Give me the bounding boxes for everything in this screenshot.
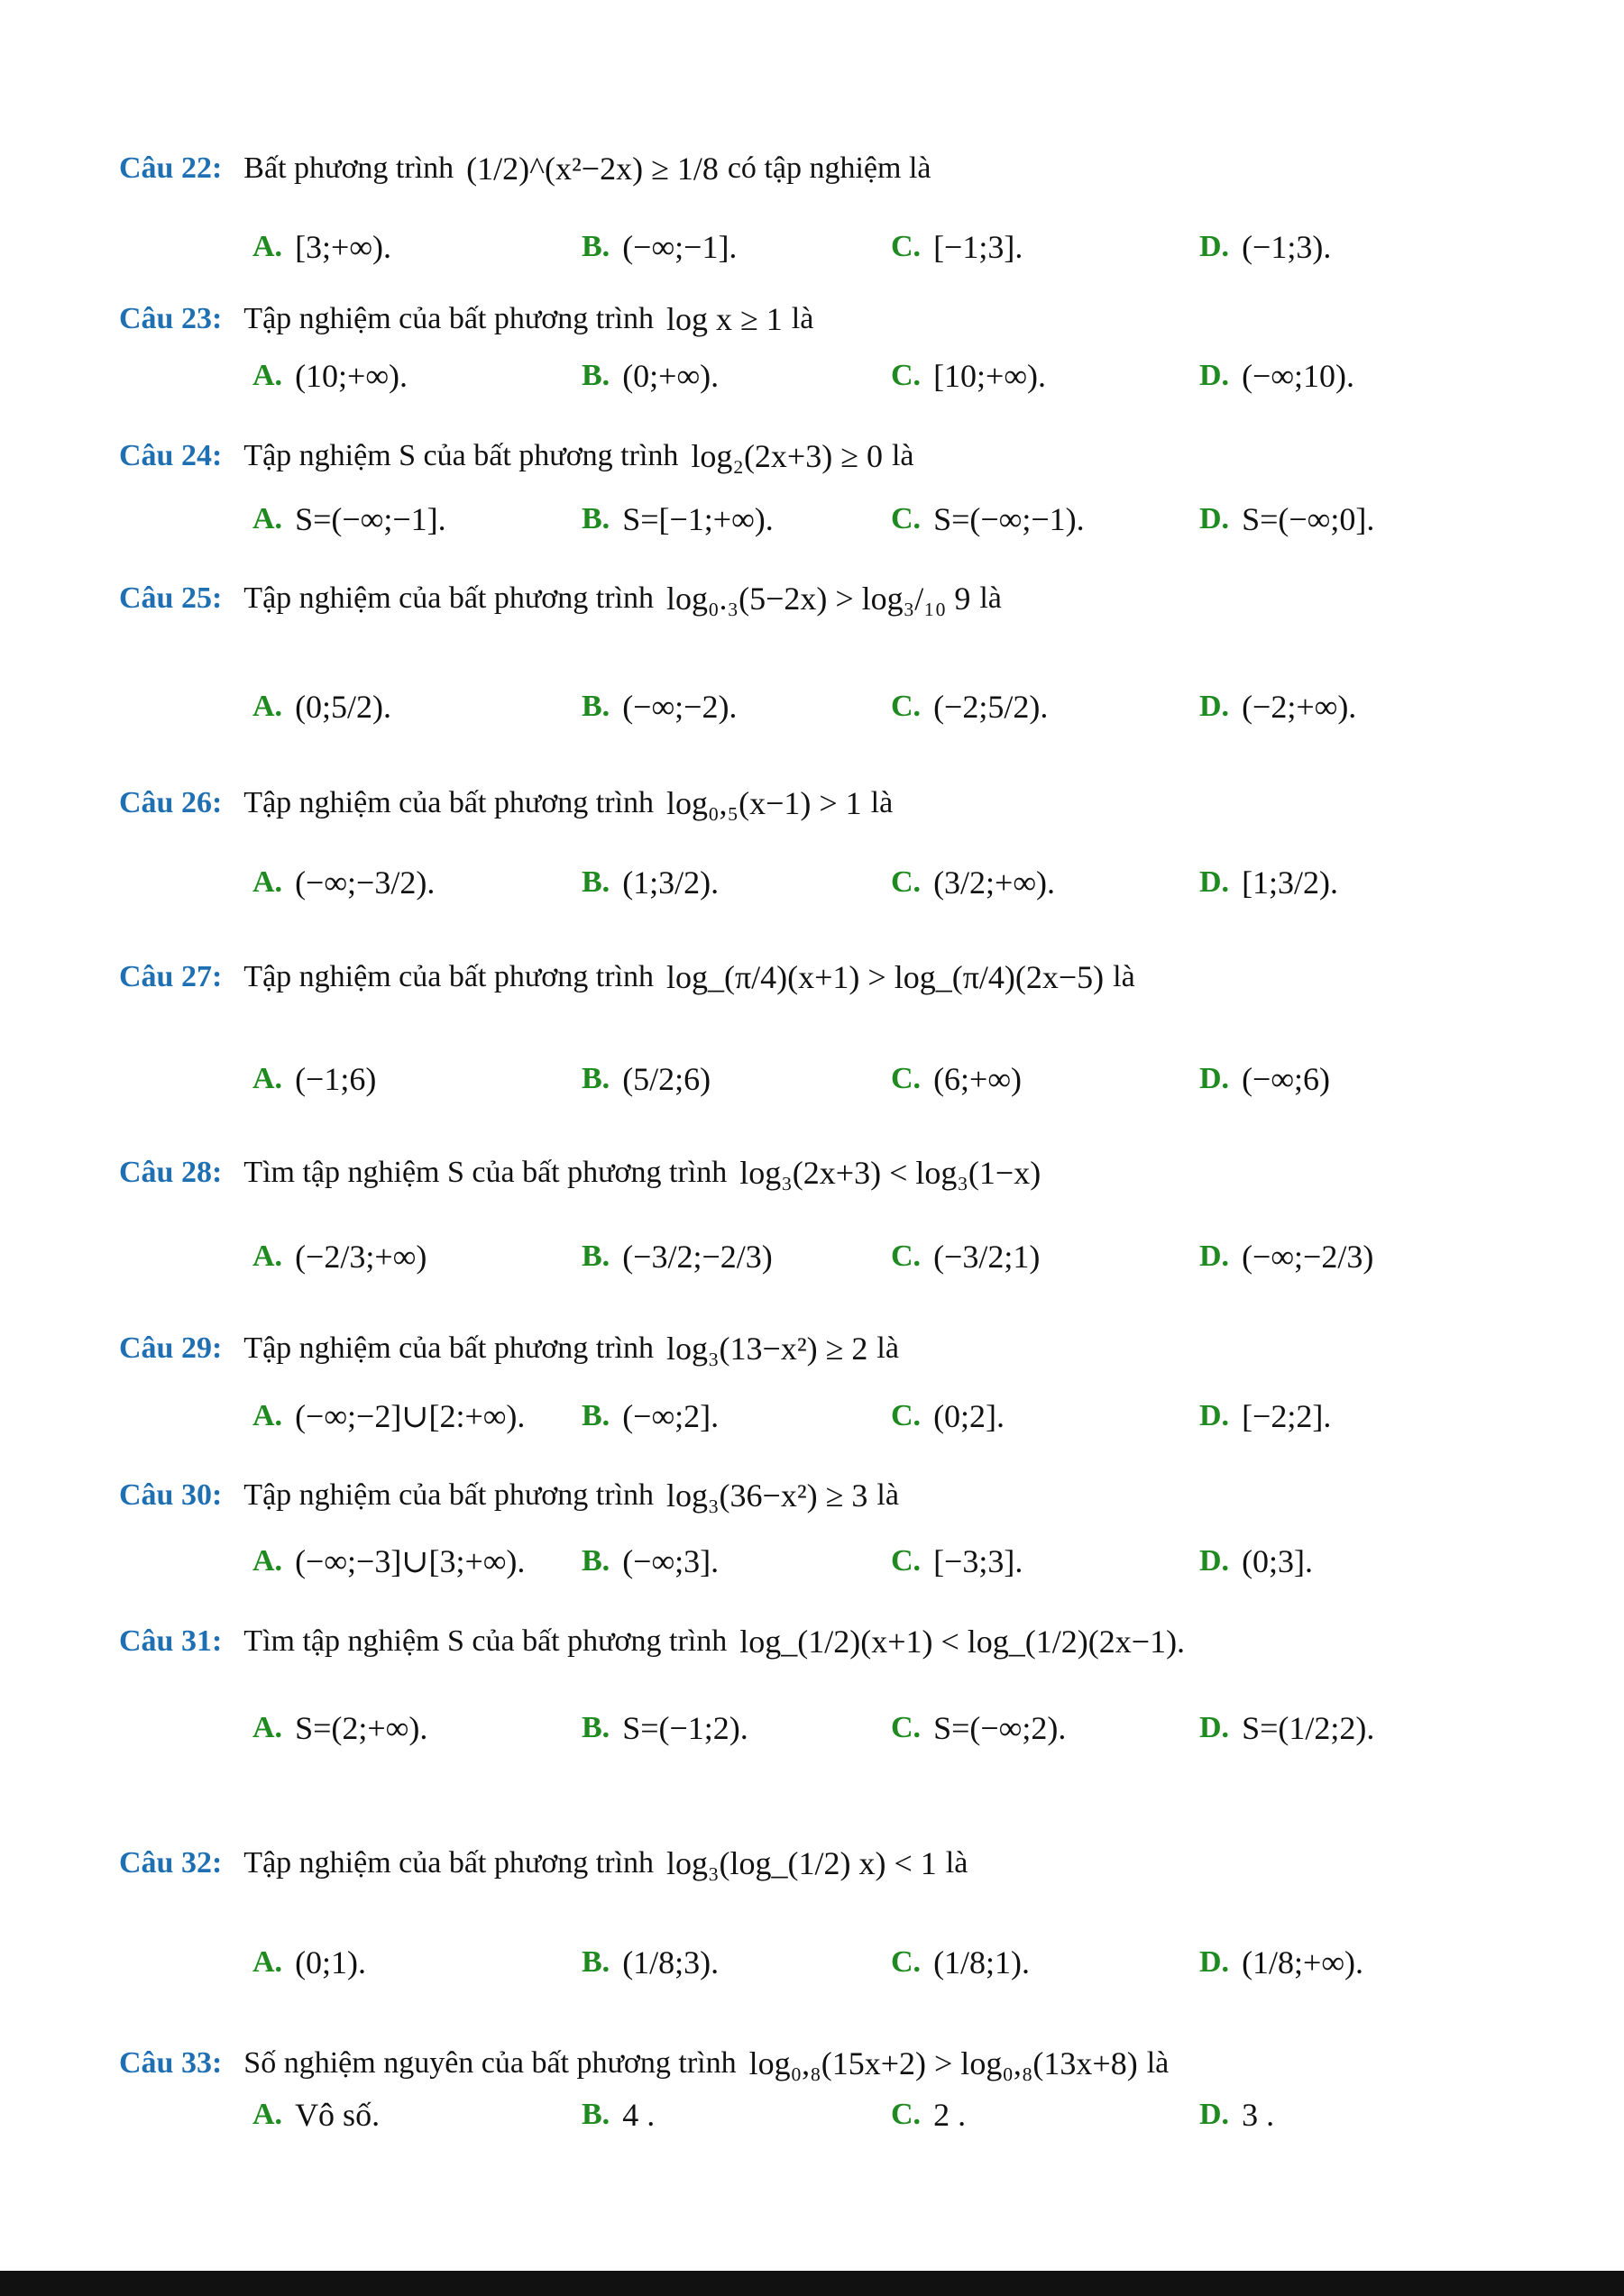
option-value: (1/8;3). bbox=[622, 1944, 720, 1980]
option-label: A. bbox=[252, 230, 283, 263]
question-header bbox=[119, 1477, 899, 1514]
answer-option[interactable] bbox=[252, 500, 446, 538]
option-label: A. bbox=[252, 1062, 283, 1095]
answer-option[interactable] bbox=[252, 688, 391, 726]
question-text: Tập nghiệm S của bất phương trình bbox=[243, 439, 679, 472]
question-tail: là bbox=[870, 786, 894, 819]
option-label: D. bbox=[1199, 1399, 1230, 1432]
question-label: Câu 26: bbox=[119, 786, 223, 819]
option-label: A. bbox=[252, 1544, 283, 1578]
question-label: Câu 33: bbox=[119, 2046, 223, 2080]
question-tail: có tập nghiệm là bbox=[727, 151, 931, 185]
option-label: B. bbox=[582, 865, 610, 899]
question-text: Tập nghiệm của bất phương trình bbox=[243, 581, 654, 615]
question-tail: là bbox=[1113, 960, 1135, 993]
option-label: B. bbox=[582, 502, 610, 535]
option-label: A. bbox=[252, 1711, 283, 1744]
question-header bbox=[119, 580, 1002, 617]
option-label: B. bbox=[582, 1711, 610, 1744]
question-header bbox=[119, 2044, 1169, 2082]
option-value: (−∞;−3]∪[3;+∞). bbox=[295, 1543, 526, 1579]
question-label: Câu 30: bbox=[119, 1478, 223, 1512]
option-value: (−1;6) bbox=[295, 1061, 377, 1097]
option-value: (−∞;6) bbox=[1242, 1061, 1331, 1097]
option-value: (−2;+∞). bbox=[1242, 689, 1357, 725]
answer-option[interactable] bbox=[582, 2096, 655, 2134]
answer-option[interactable] bbox=[891, 1709, 1066, 1747]
option-label: D. bbox=[1199, 1239, 1230, 1273]
question-label: Câu 29: bbox=[119, 1331, 223, 1365]
answer-option[interactable] bbox=[252, 864, 435, 901]
option-label: C. bbox=[891, 1711, 922, 1744]
answer-option[interactable] bbox=[891, 500, 1085, 538]
question-expression: log₃(36−x²) ≥ 3 bbox=[665, 1477, 868, 1514]
option-value: (1/8;+∞). bbox=[1242, 1944, 1364, 1980]
answer-option[interactable] bbox=[582, 688, 737, 726]
option-value: (−3/2;−2/3) bbox=[622, 1239, 773, 1275]
question-expression: log x ≥ 1 bbox=[665, 301, 783, 337]
question-expression: log₀,₈(15x+2) > log₀,₈(13x+8) bbox=[748, 2045, 1138, 2081]
question-expression: log₀,₅(x−1) > 1 bbox=[665, 785, 862, 821]
option-label: C. bbox=[891, 690, 922, 723]
answer-option[interactable] bbox=[1199, 228, 1331, 266]
option-value: Vô số. bbox=[295, 2097, 381, 2133]
answer-option[interactable] bbox=[1199, 1060, 1330, 1098]
option-label: B. bbox=[582, 359, 610, 392]
answer-option[interactable] bbox=[582, 1060, 711, 1098]
question-header bbox=[119, 784, 893, 822]
answer-option[interactable] bbox=[1199, 1944, 1363, 1981]
answer-option[interactable] bbox=[1199, 864, 1338, 901]
question-tail: là bbox=[891, 439, 914, 472]
answer-option[interactable] bbox=[582, 1709, 748, 1747]
option-label: A. bbox=[252, 1239, 283, 1273]
option-value: (1;3/2). bbox=[622, 864, 720, 901]
option-label: B. bbox=[582, 1544, 610, 1578]
question-label: Câu 25: bbox=[119, 581, 223, 615]
question-text: Tập nghiệm của bất phương trình bbox=[243, 1478, 654, 1512]
option-label: C. bbox=[891, 1239, 922, 1273]
answer-option[interactable] bbox=[1199, 2096, 1274, 2134]
option-label: B. bbox=[582, 2098, 610, 2131]
question-tail: là bbox=[979, 581, 1002, 615]
option-value: [10;+∞). bbox=[933, 358, 1047, 394]
question-text: Tập nghiệm của bất phương trình bbox=[243, 1846, 654, 1880]
option-label: D. bbox=[1199, 1945, 1230, 1979]
question-header bbox=[119, 300, 813, 338]
option-label: D. bbox=[1199, 865, 1230, 899]
answer-option[interactable] bbox=[891, 1238, 1040, 1276]
answer-option[interactable] bbox=[252, 1709, 427, 1747]
option-label: C. bbox=[891, 230, 922, 263]
option-label: C. bbox=[891, 2098, 922, 2131]
option-label: C. bbox=[891, 865, 922, 899]
option-value: 3 . bbox=[1242, 2097, 1275, 2133]
question-text: Bất phương trình bbox=[243, 151, 454, 185]
option-label: D. bbox=[1199, 502, 1230, 535]
option-label: C. bbox=[891, 1062, 922, 1095]
answer-option[interactable] bbox=[582, 1397, 719, 1435]
option-label: B. bbox=[582, 1062, 610, 1095]
option-value: (−∞;3]. bbox=[622, 1543, 720, 1579]
option-value: S=(1/2;2). bbox=[1242, 1710, 1375, 1746]
answer-option[interactable] bbox=[582, 357, 719, 395]
option-label: B. bbox=[582, 1399, 610, 1432]
question-expression: log₃(13−x²) ≥ 2 bbox=[665, 1331, 868, 1367]
question-tail: là bbox=[876, 1478, 899, 1512]
option-label: A. bbox=[252, 1945, 283, 1979]
bottom-bar bbox=[0, 2271, 1624, 2296]
answer-option[interactable] bbox=[582, 500, 774, 538]
option-value: [−3;3]. bbox=[933, 1543, 1023, 1579]
question-header bbox=[119, 150, 931, 188]
answer-option[interactable] bbox=[891, 1944, 1030, 1981]
question-tail: là bbox=[876, 1331, 899, 1365]
answer-option[interactable] bbox=[891, 228, 1023, 266]
question-expression: (1/2)^(x²−2x) ≥ 1/8 bbox=[466, 151, 719, 187]
option-value: (−1;3). bbox=[1242, 229, 1332, 265]
option-value: [3;+∞). bbox=[295, 229, 392, 265]
option-value: (−∞;−2). bbox=[622, 689, 738, 725]
option-value: (−∞;−2/3) bbox=[1242, 1239, 1374, 1275]
question-expression: log_(π/4)(x+1) > log_(π/4)(2x−5) bbox=[665, 959, 1105, 995]
option-label: A. bbox=[252, 2098, 283, 2131]
option-value: (−∞;−1]. bbox=[622, 229, 738, 265]
answer-option[interactable] bbox=[1199, 357, 1354, 395]
question-label: Câu 28: bbox=[119, 1156, 223, 1189]
option-value: S=(−∞;−1). bbox=[933, 501, 1085, 537]
option-value: S=(−∞;0]. bbox=[1242, 501, 1375, 537]
question-label: Câu 22: bbox=[119, 151, 223, 185]
option-value: S=(−1;2). bbox=[622, 1710, 748, 1746]
question-text: Tập nghiệm của bất phương trình bbox=[243, 302, 654, 335]
question-expression: log₃(2x+3) < log₃(1−x) bbox=[739, 1155, 1041, 1191]
answer-option[interactable] bbox=[891, 1060, 1022, 1098]
answer-option[interactable] bbox=[891, 2096, 966, 2134]
option-label: B. bbox=[582, 1945, 610, 1979]
answer-option[interactable] bbox=[252, 1238, 427, 1276]
option-value: (−∞;−2]∪[2:+∞). bbox=[295, 1398, 526, 1434]
answer-option[interactable] bbox=[1199, 1238, 1373, 1276]
question-label: Câu 27: bbox=[119, 960, 223, 993]
answer-option[interactable] bbox=[891, 864, 1055, 901]
question-text: Tìm tập nghiệm S của bất phương trình bbox=[243, 1156, 728, 1189]
option-value: (−∞;2]. bbox=[622, 1398, 720, 1434]
question-label: Câu 23: bbox=[119, 302, 223, 335]
option-value: [−1;3]. bbox=[933, 229, 1023, 265]
question-tail: là bbox=[791, 302, 814, 335]
answer-option[interactable] bbox=[1199, 1397, 1331, 1435]
option-value: (3/2;+∞). bbox=[933, 864, 1056, 901]
option-value: (−2/3;+∞) bbox=[295, 1239, 427, 1275]
answer-option[interactable] bbox=[252, 1397, 525, 1435]
question-header bbox=[119, 1623, 1194, 1660]
answer-option[interactable] bbox=[1199, 500, 1374, 538]
answer-option[interactable] bbox=[252, 1060, 376, 1098]
answer-option[interactable] bbox=[582, 1542, 719, 1580]
option-value: (0;5/2). bbox=[295, 689, 392, 725]
option-value: (1/8;1). bbox=[933, 1944, 1031, 1980]
question-expression: log₀.₃(5−2x) > log₃/₁₀ 9 bbox=[665, 581, 971, 617]
answer-option[interactable] bbox=[252, 1944, 366, 1981]
answer-option[interactable] bbox=[891, 688, 1048, 726]
question-text: Tìm tập nghiệm S của bất phương trình bbox=[243, 1624, 728, 1658]
answer-option[interactable] bbox=[252, 1542, 525, 1580]
question-text: Số nghiệm nguyên của bất phương trình bbox=[243, 2046, 737, 2080]
option-label: A. bbox=[252, 1399, 283, 1432]
option-value: S=[−1;+∞). bbox=[622, 501, 774, 537]
question-header bbox=[119, 1330, 899, 1368]
option-value: (0;3]. bbox=[1242, 1543, 1314, 1579]
answer-option[interactable] bbox=[252, 357, 408, 395]
question-header bbox=[119, 1844, 968, 1882]
option-label: D. bbox=[1199, 2098, 1230, 2131]
option-label: C. bbox=[891, 1544, 922, 1578]
option-value: (−3/2;1) bbox=[933, 1239, 1041, 1275]
answer-option[interactable] bbox=[582, 1944, 719, 1981]
option-label: B. bbox=[582, 690, 610, 723]
answer-option[interactable] bbox=[582, 1238, 773, 1276]
question-expression: log₂(2x+3) ≥ 0 bbox=[691, 438, 883, 474]
answer-option[interactable] bbox=[891, 1542, 1023, 1580]
answer-option[interactable] bbox=[252, 228, 391, 266]
option-label: A. bbox=[252, 690, 283, 723]
question-expression: log_(1/2)(x+1) < log_(1/2)(2x−1). bbox=[739, 1624, 1186, 1660]
option-label: B. bbox=[582, 1239, 610, 1273]
option-value: 2 . bbox=[933, 2097, 967, 2133]
option-value: S=(−∞;−1]. bbox=[295, 501, 446, 537]
option-value: (5/2;6) bbox=[622, 1061, 711, 1097]
option-value: (−∞;−3/2). bbox=[295, 864, 436, 901]
option-value: (0;1). bbox=[295, 1944, 367, 1980]
answer-option[interactable] bbox=[582, 864, 719, 901]
option-label: D. bbox=[1199, 359, 1230, 392]
answer-option[interactable] bbox=[891, 1397, 1005, 1435]
answer-option[interactable] bbox=[1199, 1542, 1313, 1580]
question-text: Tập nghiệm của bất phương trình bbox=[243, 786, 654, 819]
option-value: [1;3/2). bbox=[1242, 864, 1339, 901]
question-header bbox=[119, 1154, 1050, 1192]
option-label: C. bbox=[891, 359, 922, 392]
option-value: (−2;5/2). bbox=[933, 689, 1049, 725]
option-label: A. bbox=[252, 865, 283, 899]
question-text: Tập nghiệm của bất phương trình bbox=[243, 1331, 654, 1365]
answer-option[interactable] bbox=[582, 228, 737, 266]
option-value: (0;2]. bbox=[933, 1398, 1005, 1434]
option-label: C. bbox=[891, 502, 922, 535]
option-label: C. bbox=[891, 1399, 922, 1432]
option-value: (−∞;10). bbox=[1242, 358, 1355, 394]
question-label: Câu 31: bbox=[119, 1624, 223, 1658]
option-value: (0;+∞). bbox=[622, 358, 720, 394]
answer-option[interactable] bbox=[1199, 688, 1356, 726]
option-label: A. bbox=[252, 359, 283, 392]
option-value: S=(−∞;2). bbox=[933, 1710, 1067, 1746]
option-value: S=(2;+∞). bbox=[295, 1710, 428, 1746]
option-label: D. bbox=[1199, 1711, 1230, 1744]
option-label: D. bbox=[1199, 690, 1230, 723]
question-text: Tập nghiệm của bất phương trình bbox=[243, 960, 654, 993]
question-header bbox=[119, 437, 914, 475]
option-label: A. bbox=[252, 502, 283, 535]
option-value: 4 . bbox=[622, 2097, 656, 2133]
option-label: D. bbox=[1199, 1544, 1230, 1578]
question-label: Câu 24: bbox=[119, 439, 223, 472]
answer-option[interactable] bbox=[891, 357, 1046, 395]
question-tail: là bbox=[945, 1846, 968, 1880]
option-label: B. bbox=[582, 230, 610, 263]
answer-option[interactable] bbox=[252, 2096, 380, 2134]
option-value: (6;+∞) bbox=[933, 1061, 1023, 1097]
question-tail: là bbox=[1146, 2046, 1170, 2080]
option-value: [−2;2]. bbox=[1242, 1398, 1332, 1434]
question-expression: log₃(log_(1/2) x) < 1 bbox=[665, 1845, 937, 1881]
question-label: Câu 32: bbox=[119, 1846, 223, 1880]
option-label: D. bbox=[1199, 230, 1230, 263]
option-label: C. bbox=[891, 1945, 922, 1979]
option-label: D. bbox=[1199, 1062, 1230, 1095]
answer-option[interactable] bbox=[1199, 1709, 1374, 1747]
option-value: (10;+∞). bbox=[295, 358, 408, 394]
question-header bbox=[119, 958, 1135, 996]
